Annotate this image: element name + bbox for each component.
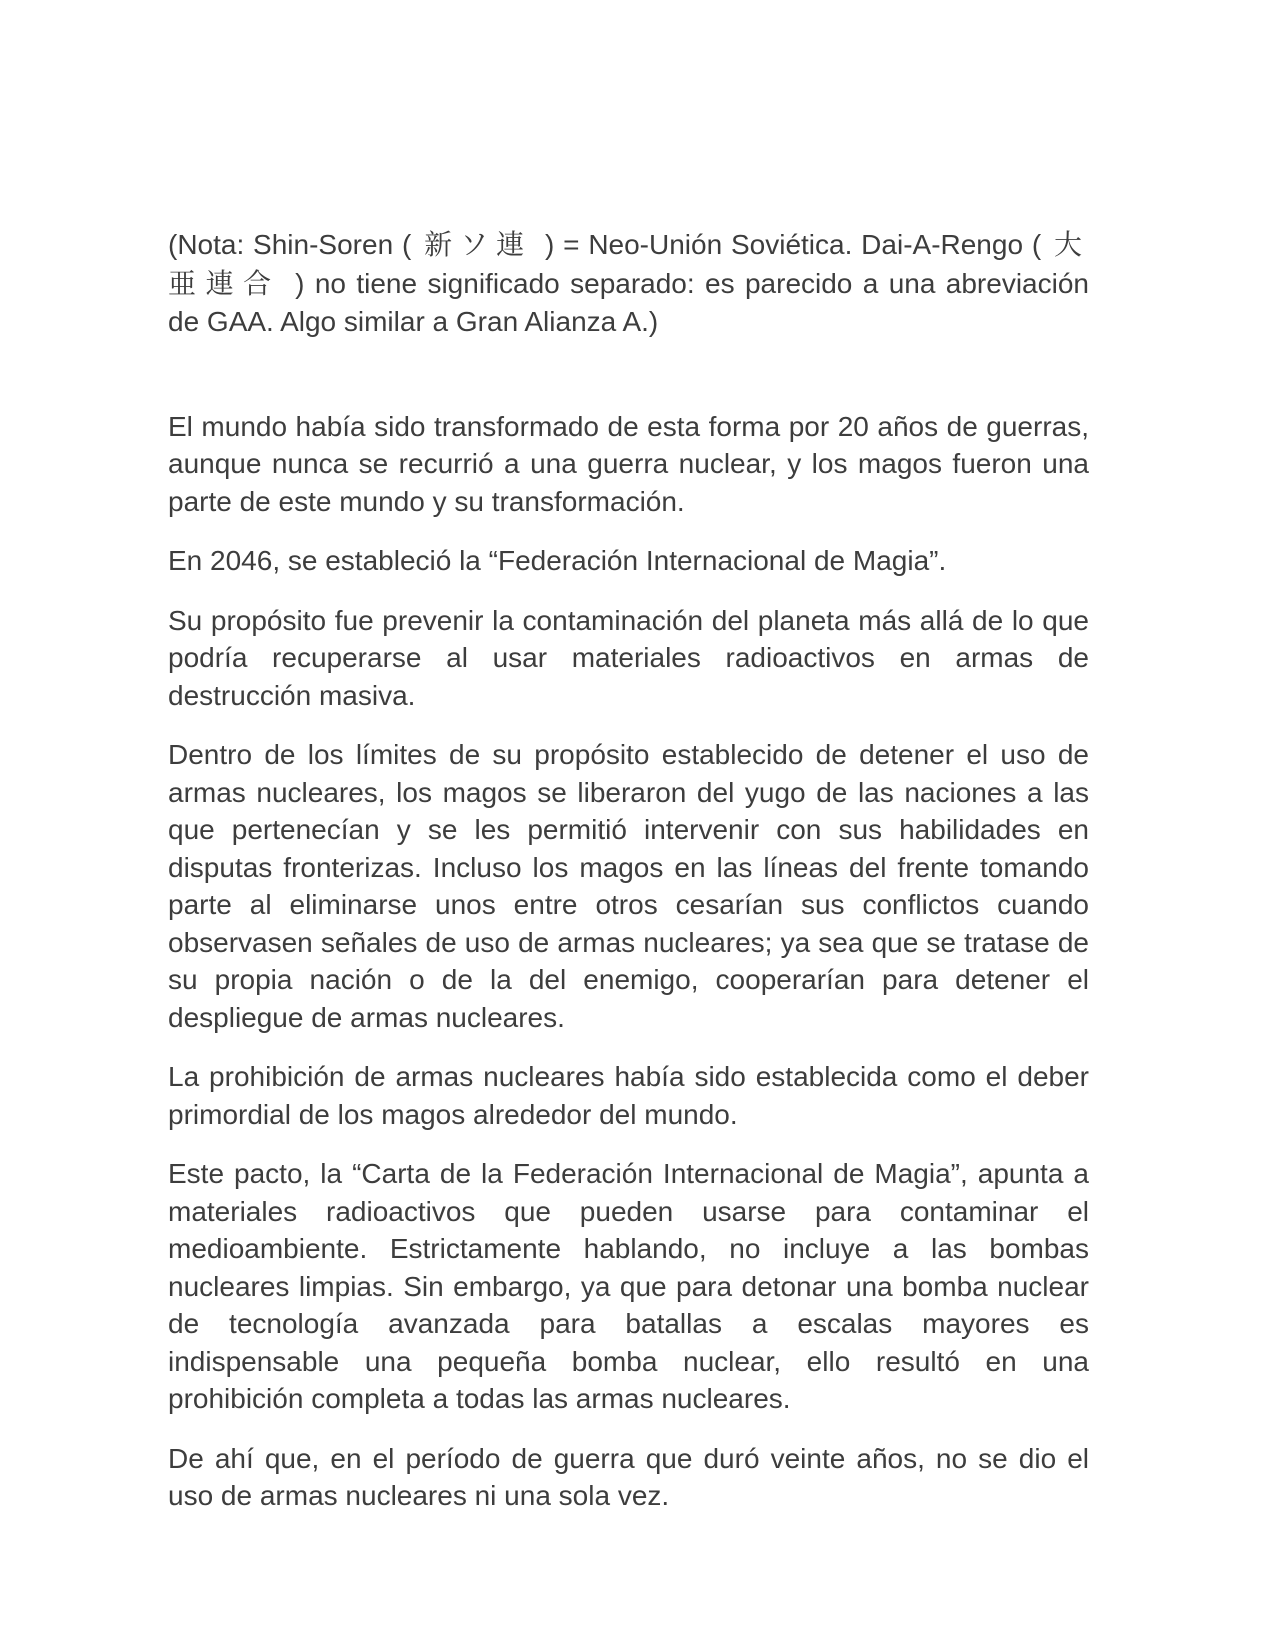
blank-line-spacer [168,363,1089,408]
note-paragraph [168,226,1089,341]
cjk-shin-soren-text: 新ソ連 [424,230,533,261]
body-paragraph-prohibition-duty: La prohibición de armas nucleares había sido establecida como el deber primordial de los magos alrededor del mundo. [168,1061,1089,1130]
note-text-segment: (Nota: Shin-Soren ( [168,229,421,260]
body-paragraph-world-transformed: El mundo había sido transformado de esta forma por 20 años de guerras, aunque nunca se recurrió a una guerra nuclear, y los magos fueron una parte de este mundo y su transformación. [168,410,1089,517]
note-text-segment: ) no tiene significado separado: es parecido a una abreviación de GAA. Algo similar a Gran Alianza A.) [168,267,1089,337]
body-paragraph-charter-details: Este pacto, la “Carta de la Federación Internacional de Magia”, apunta a materiales radioactivos que pueden usarse para contaminar el medioambiente. Estrictamente hablando, no incluye a las bombas nucleares limpias. Sin embargo, ya que para detonar una bomba nuclear de tecnología avanzada para batallas a escalas mayores es indispensable una pequeña bomba nuclear, ello resultó en una prohibición completa a todas las armas nucleares. [168,1158,1089,1414]
body-paragraph-purpose: Su propósito fue prevenir la contaminación del planeta más allá de lo que podría recuperarse al usar materiales radioactivos en armas de destrucción masiva. [168,604,1089,711]
note-text-segment: ) = Neo-Unión Soviética. Dai-A-Rengo ( [536,229,1050,260]
cjk-dai-a-rengo-text: 大亜連合 [168,230,1089,300]
body-paragraph-no-nuclear-use: De ahí que, en el período de guerra que duró veinte años, no se dio el uso de armas nucleares ni una sola vez. [168,1442,1089,1511]
body-paragraph-mages-freed: Dentro de los límites de su propósito establecido de detener el uso de armas nucleares, los magos se liberaron del yugo de las naciones a las que pertenecían y se les permitió intervenir con sus habilidades en disputas fronterizas. Incluso los magos en las líneas del frente tomando parte al eliminarse unos entre otros cesarían sus conflictos cuando observasen señales de uso de armas nucleares; ya sea que se tratase de su propia nación o de la del enemigo, cooperarían para detener el despliegue de armas nucleares. [168,739,1089,1033]
body-paragraph-federation-established: En 2046, se estableció la “Federación Internacional de Magia”. [168,545,947,576]
